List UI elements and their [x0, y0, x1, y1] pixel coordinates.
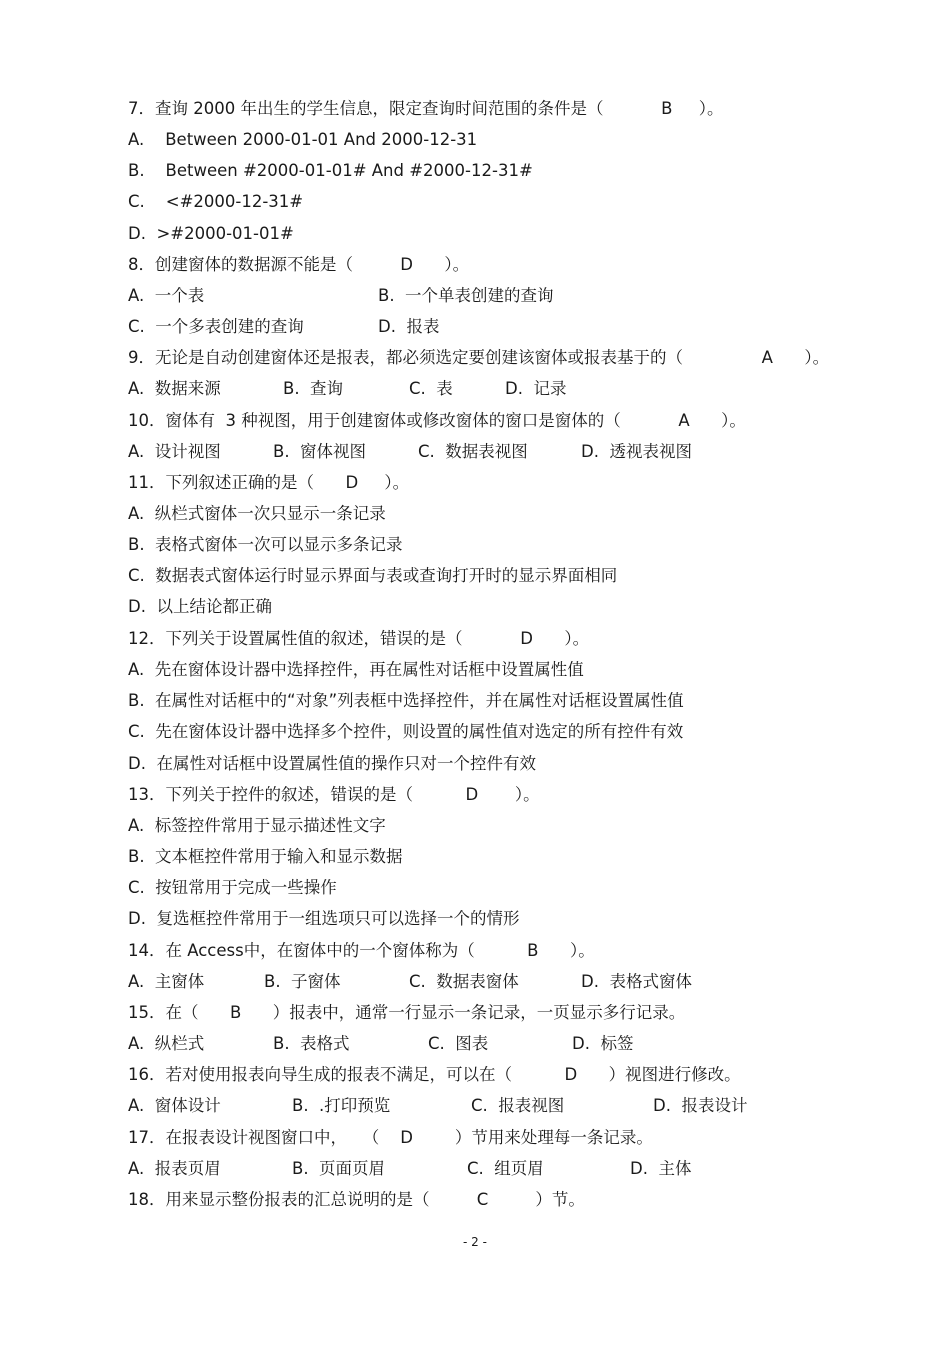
- text-line: B. 文本框控件常用于输入和显示数据: [128, 847, 403, 866]
- text-line: 16．若对使用报表向导生成的报表不满足，可以在（ D ）视图进行修改。: [128, 1065, 741, 1084]
- option-text: B. 子窗体: [264, 972, 341, 991]
- option-text: C. 一个多表创建的查询: [128, 317, 304, 336]
- option-text: A. 数据来源: [128, 379, 221, 398]
- option-text: A. 设计视图: [128, 442, 221, 461]
- text-line: 13．下列关于控件的叙述，错误的是（ D ）。: [128, 785, 540, 804]
- text-line: A. 先在窗体设计器中选择控件，再在属性对话框中设置属性值: [128, 660, 584, 679]
- option-text: B. 查询: [283, 379, 344, 398]
- text-line: C. 按钮常用于完成一些操作: [128, 878, 337, 897]
- text-line: D. 复选框控件常用于一组选项只可以选择一个的情形: [128, 909, 520, 928]
- option-text: A. 纵栏式: [128, 1034, 205, 1053]
- option-text: C. 数据表窗体: [409, 972, 519, 991]
- text-line: 15．在（ B ）报表中，通常一行显示一条记录，一页显示多行记录。: [128, 1003, 686, 1022]
- option-text: B. .打印预览: [292, 1096, 391, 1115]
- option-text: D. 报表设计: [653, 1096, 748, 1115]
- option-text: C. 数据表视图: [418, 442, 528, 461]
- option-text: C. 报表视图: [471, 1096, 565, 1115]
- text-line: 7．查询 2000 年出生的学生信息，限定查询时间范围的条件是（ B ）。: [128, 99, 724, 118]
- text-line: D. >#2000-01-01#: [128, 224, 294, 243]
- option-text: A. 主窗体: [128, 972, 205, 991]
- option-text: D. 主体: [630, 1159, 692, 1178]
- option-text: A. 一个表: [128, 286, 205, 305]
- option-text: D. 透视表视图: [581, 442, 692, 461]
- option-text: C. 图表: [428, 1034, 489, 1053]
- text-line: A. Between 2000-01-01 And 2000-12-31: [128, 130, 478, 149]
- text-line: B. 表格式窗体一次可以显示多条记录: [128, 535, 403, 554]
- text-line: C. 先在窗体设计器中选择多个控件，则设置的属性值对选定的所有控件有效: [128, 722, 684, 741]
- option-text: A. 窗体设计: [128, 1096, 221, 1115]
- text-line: 18．用来显示整份报表的汇总说明的是（ C ）节。: [128, 1190, 585, 1209]
- option-text: C. 组页眉: [467, 1159, 544, 1178]
- text-line: D. 在属性对话框中设置属性值的操作只对一个控件有效: [128, 754, 536, 773]
- text-line: 9．无论是自动创建窗体还是报表，都必须选定要创建该窗体或报表基于的（ A ）。: [128, 348, 830, 367]
- option-text: B. 页面页眉: [292, 1159, 386, 1178]
- text-line: A. 纵栏式窗体一次只显示一条记录: [128, 504, 386, 523]
- text-line: 10．窗体有 3 种视图，用于创建窗体或修改窗体的窗口是窗体的（ A ）。: [128, 411, 746, 430]
- text-line: B. Between #2000-01-01# And #2000-12-31#: [128, 161, 533, 180]
- page-number: - 2 -: [463, 1235, 487, 1249]
- option-text: B. 表格式: [273, 1034, 350, 1053]
- text-line: 14．在 Access中，在窗体中的一个窗体称为（ B ）。: [128, 941, 595, 960]
- text-line: C. <#2000-12-31#: [128, 192, 304, 211]
- option-text: D. 报表: [378, 317, 440, 336]
- text-line: B. 在属性对话框中的“对象”列表框中选择控件，并在属性对话框设置属性值: [128, 691, 684, 710]
- option-text: D. 记录: [505, 379, 567, 398]
- text-line: D. 以上结论都正确: [128, 597, 272, 616]
- option-text: D. 标签: [572, 1034, 634, 1053]
- text-line: A. 标签控件常用于显示描述性文字: [128, 816, 386, 835]
- option-text: B. 窗体视图: [273, 442, 367, 461]
- text-line: 12．下列关于设置属性值的叙述，错误的是（ D ）。: [128, 629, 590, 648]
- option-text: A. 报表页眉: [128, 1159, 221, 1178]
- option-text: B. 一个单表创建的查询: [378, 286, 554, 305]
- option-text: C. 表: [409, 379, 453, 398]
- option-text: D. 表格式窗体: [581, 972, 692, 991]
- text-line: 11．下列叙述正确的是（ D ）。: [128, 473, 410, 492]
- text-line: 17．在报表设计视图窗口中， （ D ）节用来处理每一条记录。: [128, 1128, 653, 1147]
- text-line: C. 数据表式窗体运行时显示界面与表或查询打开时的显示界面相同: [128, 566, 618, 585]
- text-line: 8．创建窗体的数据源不能是（ D ）。: [128, 255, 470, 274]
